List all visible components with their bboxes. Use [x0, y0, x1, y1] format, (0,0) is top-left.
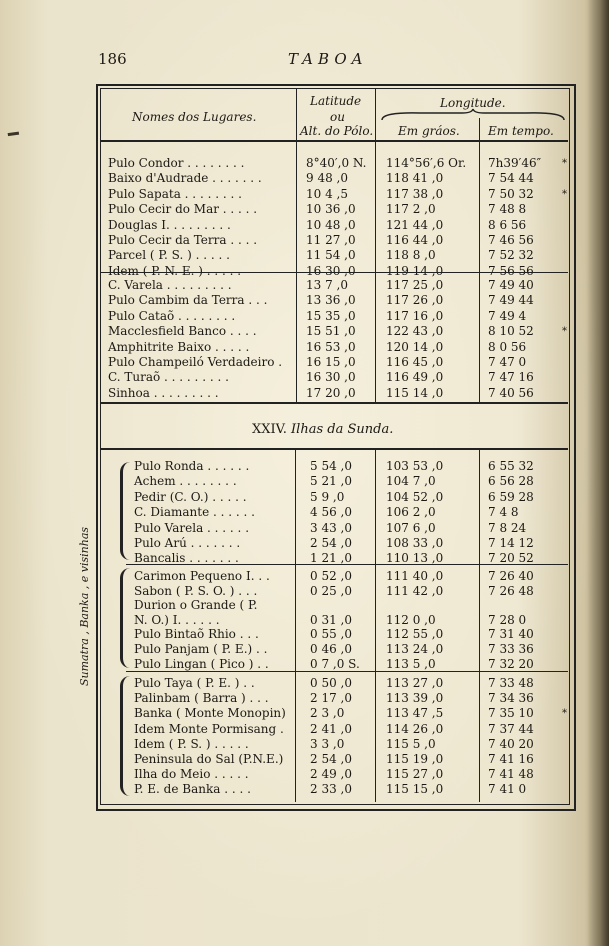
longitude-degrees-cell: 114°56′,6 Or.	[386, 156, 467, 170]
place-name: C. Diamante . . . . . .	[134, 505, 255, 520]
longitude-time-cell: 7 40 20	[488, 736, 534, 751]
place-name: Idem Monte Pormisang .	[134, 721, 284, 736]
longitude-time-cell: 8 6 56	[488, 217, 527, 232]
place-name: Pulo Champeiló Verdadeiro .	[108, 355, 283, 369]
longitude-time-cell: 7 41 0	[488, 782, 527, 797]
col-divider-lat-2	[295, 450, 296, 802]
longitude-time-cell: 7 49 44	[488, 293, 534, 308]
place-name: Pulo Panjam ( P. E.) . .	[134, 642, 268, 656]
ink-mark: ━	[6, 123, 21, 146]
longitude-time-cell: 7 32 20	[488, 656, 534, 671]
latitude-cell: 13 36 ,0	[306, 293, 356, 308]
latitude-cell: 4 56 ,0	[310, 505, 352, 520]
longitude-time-cell: 7 20 52	[488, 551, 534, 566]
star-marker: *	[562, 326, 567, 338]
longitude-time-cell: 7 28 0	[488, 612, 527, 627]
longitude-time-cell: 7 33 36	[488, 642, 534, 656]
place-name: Durion o Grande ( P.	[134, 598, 258, 613]
longitude-degrees-cell: 116 45 ,0	[386, 355, 444, 369]
longitude-degrees-cell: 111 40 ,0	[386, 569, 444, 583]
latitude-cell: 1 21 ,0	[310, 551, 352, 566]
longitude-time-cell: 8 0 56	[488, 339, 527, 354]
longitude-degrees-cell: 112 55 ,0	[386, 627, 444, 642]
group-rule-4	[126, 671, 568, 672]
latitude-cell: 0 52 ,0	[310, 569, 352, 583]
section-name: Ilhas da Sunda.	[291, 422, 394, 437]
longitude-degrees-cell: 115 15 ,0	[386, 782, 444, 797]
longitude-degrees-cell: 115 14 ,0	[386, 385, 444, 400]
longitude-degrees-cell: 120 14 ,0	[386, 339, 444, 354]
longitude-time-cell: 7 33 48	[488, 676, 534, 690]
longitude-time-cell: 7 56 56	[488, 263, 534, 278]
section-rule-bottom	[100, 448, 568, 450]
longitude-degrees-cell: 119 14 ,0	[386, 263, 444, 278]
place-name: Baixo d'Audrade . . . . . . .	[108, 171, 262, 186]
longitude-degrees-cell: 114 26 ,0	[386, 721, 444, 736]
longitude-time-cell: 7 14 12	[488, 536, 534, 550]
place-name: C. Turaõ . . . . . . . . .	[108, 370, 229, 385]
place-name: Pulo Varela . . . . . .	[134, 520, 250, 535]
place-name: Pulo Arú . . . . . . .	[134, 536, 241, 550]
longitude-time-cell: 7 46 56	[488, 233, 534, 247]
place-name: Pulo Cecir do Mar . . . . .	[108, 202, 258, 217]
longitude-degrees-cell: 115 5 ,0	[386, 736, 436, 751]
group-rule-3	[126, 564, 568, 565]
latitude-cell: 10 4 ,5	[306, 186, 348, 201]
longitude-degrees-cell: 117 16 ,0	[386, 308, 444, 323]
running-head: TABOA	[288, 50, 368, 68]
place-name: P. E. de Banka . . . .	[134, 782, 251, 797]
longitude-degrees-cell: 118 41 ,0	[386, 171, 444, 186]
longitude-degrees-cell: 113 24 ,0	[386, 642, 444, 656]
longitude-degrees-cell: 113 27 ,0	[386, 676, 444, 690]
longitude-degrees-cell: 104 52 ,0	[386, 489, 444, 504]
place-name: Pulo Sapata . . . . . . . .	[108, 186, 242, 201]
latitude-cell: 3 3 ,0	[310, 736, 345, 751]
place-name: Idem ( P. N. E. ) . . . . .	[108, 263, 242, 278]
longitude-time-cell: 7 54 44	[488, 171, 534, 186]
longitude-degrees-cell: 117 38 ,0	[386, 186, 444, 201]
longitude-time-cell: 7 48 8	[488, 202, 527, 217]
place-name: Palinbam ( Barra ) . . .	[134, 691, 269, 706]
longitude-degrees-cell: 113 5 ,0	[386, 656, 436, 671]
latitude-cell: 2 54 ,0	[310, 536, 352, 550]
side-label: Sumatra , Banka , e visinhas	[78, 526, 91, 686]
longitude-time-cell: 7 31 40	[488, 627, 534, 642]
latitude-cell: 2 49 ,0	[310, 767, 352, 782]
place-name: Carimon Pequeno I. . .	[134, 569, 270, 583]
place-name: Pulo Cecir da Terra . . . .	[108, 233, 258, 247]
latitude-cell: 13 7 ,0	[306, 278, 348, 292]
longitude-degrees-cell: 115 19 ,0	[386, 752, 444, 766]
place-name: Pedir (C. O.) . . . . .	[134, 489, 247, 504]
header-names: Nomes dos Lugares.	[132, 110, 257, 124]
latitude-cell: 3 43 ,0	[310, 520, 352, 535]
place-name: Pulo Bintaõ Rhio . . .	[134, 627, 259, 642]
longitude-degrees-cell: 112 0 ,0	[386, 612, 436, 627]
longitude-time-cell: 7 41 16	[488, 752, 534, 766]
header-latitude: Latitude	[310, 94, 362, 108]
latitude-cell: 16 15 ,0	[306, 355, 356, 369]
place-name: Parcel ( P. S. ) . . . . .	[108, 248, 230, 263]
place-name: Pulo Lingan ( Pico ) . .	[134, 656, 269, 671]
latitude-cell: 2 17 ,0	[310, 691, 352, 706]
longitude-time-cell: 7 52 32	[488, 248, 534, 263]
longitude-time-cell: 8 10 52	[488, 324, 534, 339]
longitude-degrees-cell: 108 33 ,0	[386, 536, 444, 550]
place-name: Banka ( Monte Monopin)	[134, 706, 286, 721]
group-rule-1	[100, 272, 568, 273]
col-divider-lon-2	[375, 450, 376, 802]
star-marker: *	[562, 188, 567, 200]
latitude-cell: 5 9 ,0	[310, 489, 345, 504]
page-gutter-shadow	[587, 0, 609, 946]
latitude-cell: 11 54 ,0	[306, 248, 356, 263]
longitude-time-cell: 7 49 4	[488, 308, 527, 323]
place-name: Douglas I. . . . . . . . .	[108, 217, 231, 232]
longitude-time-cell: 7 8 24	[488, 520, 527, 535]
place-name: Achem . . . . . . . .	[134, 474, 237, 489]
longitude-degrees-cell: 113 47 ,5	[386, 706, 444, 721]
place-name: C. Varela . . . . . . . . .	[108, 278, 232, 292]
latitude-cell: 16 30 ,0	[306, 370, 356, 385]
header-rule	[100, 140, 568, 142]
longitude-degrees-cell: 111 42 ,0	[386, 583, 444, 598]
latitude-cell: 5 54 ,0	[310, 459, 352, 473]
longitude-degrees-cell: 110 13 ,0	[386, 551, 444, 566]
place-name: Sabon ( P. S. O. ) . . .	[134, 583, 258, 598]
latitude-cell: 8°40′,0 N.	[306, 156, 367, 170]
place-name: Pulo Cataõ . . . . . . . .	[108, 308, 236, 323]
place-name: Bancalis . . . . . . .	[134, 551, 239, 566]
longitude-degrees-cell: 121 44 ,0	[386, 217, 444, 232]
place-name: N. O.) I. . . . . .	[134, 612, 220, 627]
longitude-degrees-cell: 122 43 ,0	[386, 324, 444, 339]
latitude-cell: 11 27 ,0	[306, 233, 356, 247]
header-longitude: Longitude.	[440, 96, 506, 110]
longitude-time-cell: 7 47 16	[488, 370, 534, 385]
place-name: Amphitrite Baixo . . . . .	[108, 339, 250, 354]
latitude-cell: 2 41 ,0	[310, 721, 352, 736]
place-name: Idem ( P. S. ) . . . . .	[134, 736, 249, 751]
section-title	[252, 422, 393, 437]
longitude-degrees-cell: 116 44 ,0	[386, 233, 444, 247]
place-name: Peninsula do Sal (P.N.E.)	[134, 752, 284, 766]
longitude-time-cell: 7 47 0	[488, 355, 527, 369]
section-rule-top	[100, 402, 568, 404]
latitude-cell: 2 54 ,0	[310, 752, 352, 766]
star-marker: *	[562, 158, 567, 169]
latitude-cell: 9 48 ,0	[306, 171, 348, 186]
star-marker: *	[562, 708, 567, 720]
header-time: Em tempo.	[488, 124, 554, 138]
longitude-time-cell: 6 59 28	[488, 489, 534, 504]
latitude-cell: 15 51 ,0	[306, 324, 356, 339]
longitude-degrees-cell: 115 27 ,0	[386, 767, 444, 782]
longitude-time-cell: 7 40 56	[488, 385, 534, 400]
place-name: Sinhoa . . . . . . . . .	[108, 385, 219, 400]
place-name: Pulo Condor . . . . . . . .	[108, 156, 245, 170]
section-number: XXIV.	[252, 422, 287, 437]
longitude-degrees-cell: 117 2 ,0	[386, 202, 436, 217]
latitude-cell: 16 30 ,0	[306, 263, 356, 278]
latitude-cell: 2 3 ,0	[310, 706, 345, 721]
header-latitude-alt: Alt. do Pólo.	[300, 124, 374, 138]
longitude-time-cell: 7h39′46″	[488, 156, 542, 170]
header-brace	[380, 108, 566, 122]
place-name: Pulo Cambim da Terra . . .	[108, 293, 268, 308]
latitude-cell: 5 21 ,0	[310, 474, 352, 489]
latitude-cell: 0 7 ,0 S.	[310, 656, 360, 671]
place-name: Pulo Taya ( P. E. ) . .	[134, 676, 255, 690]
latitude-cell: 0 55 ,0	[310, 627, 352, 642]
latitude-cell: 0 50 ,0	[310, 676, 352, 690]
longitude-degrees-cell: 106 2 ,0	[386, 505, 436, 520]
latitude-cell: 16 53 ,0	[306, 339, 356, 354]
longitude-time-cell: 7 34 36	[488, 691, 534, 706]
longitude-time-cell: 7 26 48	[488, 583, 534, 598]
col-divider-lat	[296, 88, 297, 402]
longitude-time-cell: 7 37 44	[488, 721, 534, 736]
latitude-cell: 15 35 ,0	[306, 308, 356, 323]
place-name: Macclesfield Banco . . . .	[108, 324, 257, 339]
col-divider-time-2	[479, 450, 480, 802]
header-latitude-ou: ou	[330, 110, 345, 124]
longitude-time-cell: 7 50 32	[488, 186, 534, 201]
longitude-time-cell: 6 55 32	[488, 459, 534, 473]
latitude-cell: 17 20 ,0	[306, 385, 356, 400]
longitude-degrees-cell: 116 49 ,0	[386, 370, 444, 385]
latitude-cell: 0 31 ,0	[310, 612, 352, 627]
longitude-degrees-cell: 107 6 ,0	[386, 520, 436, 535]
col-divider-lon	[375, 88, 376, 402]
place-name: Ilha do Meio . . . . .	[134, 767, 249, 782]
latitude-cell: 0 25 ,0	[310, 583, 352, 598]
header-degrees: Em gráos.	[398, 124, 460, 138]
longitude-degrees-cell: 104 7 ,0	[386, 474, 436, 489]
page-number: 186	[98, 50, 127, 68]
latitude-cell: 0 46 ,0	[310, 642, 352, 656]
longitude-degrees-cell: 118 8 ,0	[386, 248, 436, 263]
longitude-time-cell: 7 35 10	[488, 706, 534, 721]
latitude-cell: 10 36 ,0	[306, 202, 356, 217]
col-divider-time	[479, 118, 480, 402]
longitude-degrees-cell: 117 26 ,0	[386, 293, 444, 308]
longitude-degrees-cell: 117 25 ,0	[386, 278, 444, 292]
place-name: Pulo Ronda . . . . . .	[134, 459, 250, 473]
longitude-degrees-cell: 113 39 ,0	[386, 691, 444, 706]
longitude-time-cell: 7 4 8	[488, 505, 519, 520]
longitude-time-cell: 6 56 28	[488, 474, 534, 489]
latitude-cell: 2 33 ,0	[310, 782, 352, 797]
longitude-degrees-cell: 103 53 ,0	[386, 459, 444, 473]
longitude-time-cell: 7 49 40	[488, 278, 534, 292]
longitude-time-cell: 7 41 48	[488, 767, 534, 782]
latitude-cell: 10 48 ,0	[306, 217, 356, 232]
longitude-time-cell: 7 26 40	[488, 569, 534, 583]
